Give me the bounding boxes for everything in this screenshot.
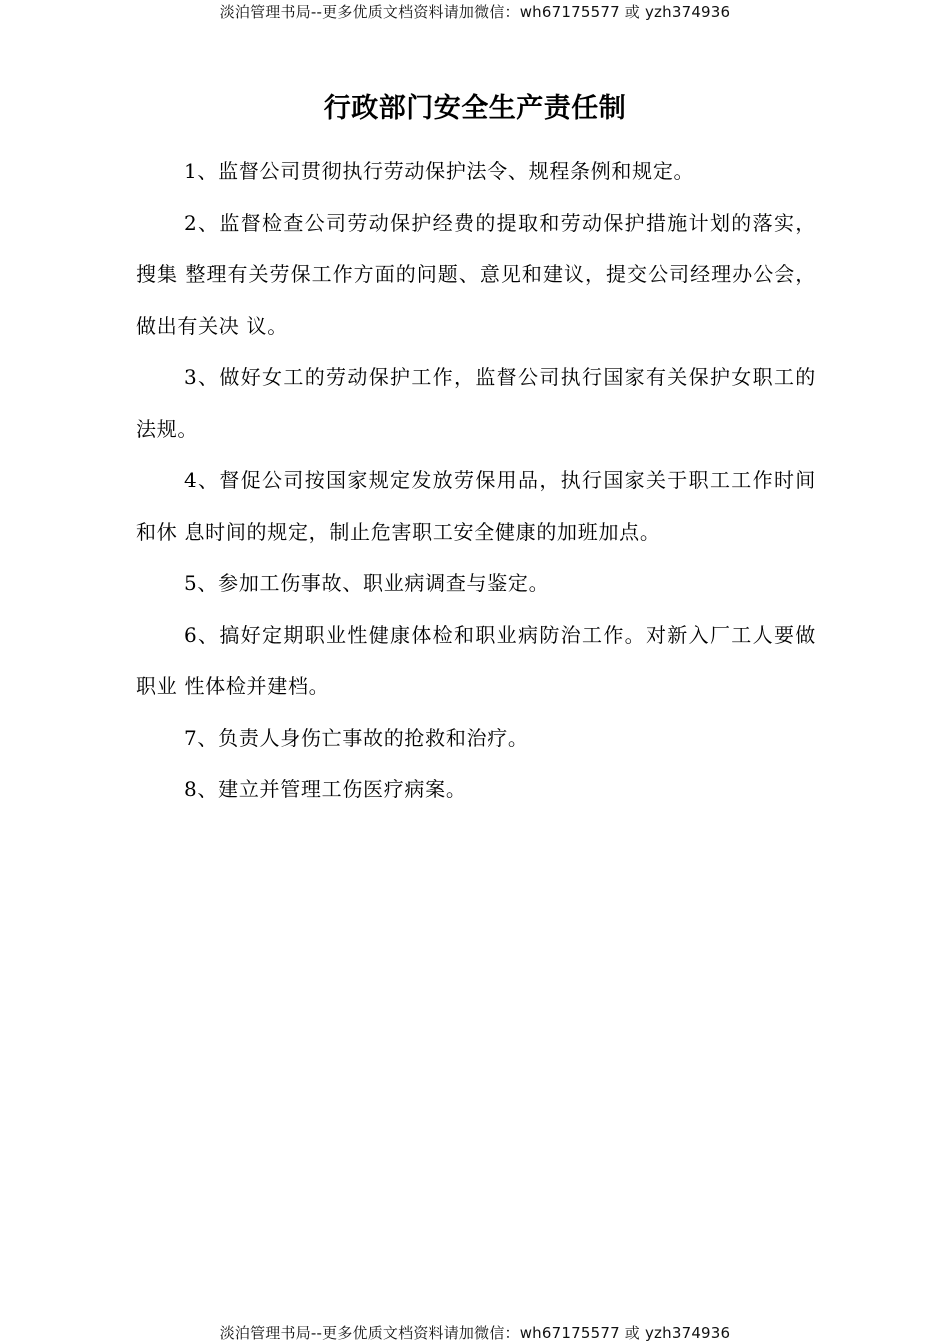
clause-6: 6、搞好定期职业性健康体检和职业病防治工作。对新入厂工人要做职业 性体检并建档。 [136, 622, 816, 698]
clause-2: 2、监督检查公司劳动保护经费的提取和劳动保护措施计划的落实，搜集 整理有关劳保工作方面的问题、意见和建议，提交公司经理办公会，做出有关决 议。 [136, 210, 816, 338]
page-header: 淡泊管理书局--更多优质文档资料请加微信：wh67175577 或 yzh374936 [219, 3, 731, 21]
clause-1: 1、监督公司贯彻执行劳动保护法令、规程条例和规定。 [184, 159, 695, 183]
document-title: 行政部门安全生产责任制 [323, 93, 627, 124]
document-body [136, 146, 816, 816]
clause-4: 4、督促公司按国家规定发放劳保用品，执行国家关于职工工作时间和休 息时间的规定，制止危害职工安全健康的加班加点。 [136, 468, 816, 544]
clause-8: 8、建立并管理工伤医疗病案。 [184, 777, 467, 801]
clause-5: 5、参加工伤事故、职业病调查与鉴定。 [184, 571, 550, 595]
clause-3: 3、做好女工的劳动保护工作，监督公司执行国家有关保护女职工的法规。 [136, 365, 816, 441]
clause-7: 7、负责人身伤亡事故的抢救和治疗。 [184, 725, 529, 750]
page-footer: 淡泊管理书局--更多优质文档资料请加微信：wh67175577 或 yzh374936 [219, 1324, 731, 1342]
